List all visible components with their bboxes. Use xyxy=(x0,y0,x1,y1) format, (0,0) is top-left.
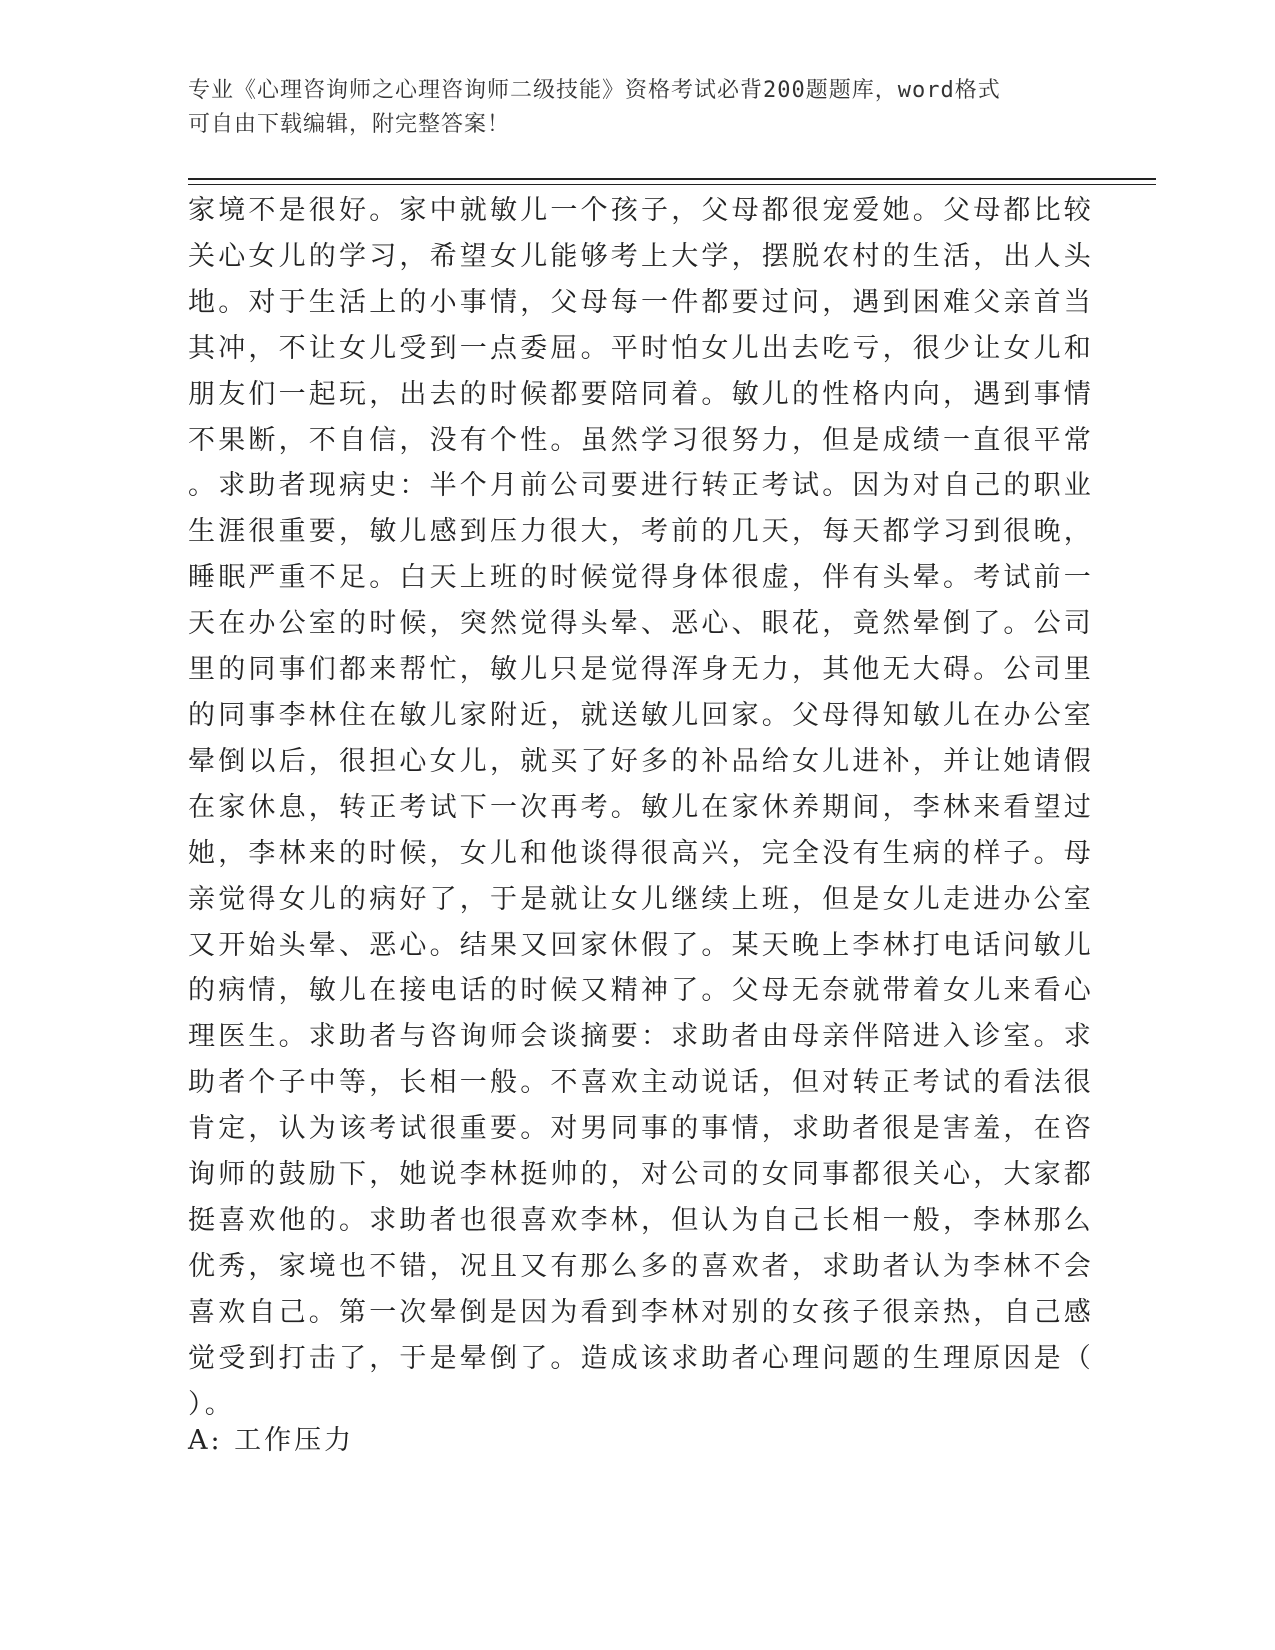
question-line: 助者个子中等，长相一般。不喜欢主动说话，但对转正考试的看法很 xyxy=(188,1067,1094,1099)
header-divider-thick xyxy=(188,178,1156,180)
header-line-2: 可自由下载编辑，附完整答案！ xyxy=(188,112,511,137)
question-line: 的病情，敏儿在接电话的时候又精神了。父母无奈就带着女儿来看心 xyxy=(188,975,1094,1007)
question-line: 理医生。求助者与咨询师会谈摘要：求助者由母亲伴陪进入诊室。求 xyxy=(188,1021,1094,1053)
header-line-1: 专业《心理咨询师之心理咨询师二级技能》资格考试必背200题题库，word格式 xyxy=(188,78,1001,103)
question-line: 天在办公室的时候，突然觉得头晕、恶心、眼花，竟然晕倒了。公司 xyxy=(188,608,1094,640)
question-line: 的同事李林住在敏儿家附近，就送敏儿回家。父母得知敏儿在办公室 xyxy=(188,699,1094,731)
question-line: 喜欢自己。第一次晕倒是因为看到李林对别的女孩子很亲热，自己感 xyxy=(188,1296,1094,1328)
answer-option-a: A: 工作压力 xyxy=(188,1425,355,1456)
question-line: 肯定，认为该考试很重要。对男同事的事情，求助者很是害羞，在咨 xyxy=(188,1113,1094,1145)
question-line: 。求助者现病史：半个月前公司要进行转正考试。因为对自己的职业 xyxy=(188,470,1094,502)
document-header xyxy=(188,74,1088,142)
question-line: 挺喜欢他的。求助者也很喜欢李林，但认为自己长相一般，李林那么 xyxy=(188,1204,1094,1236)
question-line: 晕倒以后，很担心女儿，就买了好多的补品给女儿进补，并让她请假 xyxy=(188,745,1094,777)
question-line: 里的同事们都来帮忙，敏儿只是觉得浑身无力，其他无大碍。公司里 xyxy=(188,654,1094,686)
question-line: 不果断，不自信，没有个性。虽然学习很努力，但是成绩一直很平常 xyxy=(188,424,1094,456)
question-line: 觉受到打击了，于是晕倒了。造成该求助者心理问题的生理原因是（ xyxy=(188,1342,1094,1374)
question-line: 关心女儿的学习，希望女儿能够考上大学，摆脱农村的生活，出人头 xyxy=(188,240,1094,272)
question-line: 其冲，不让女儿受到一点委屈。平时怕女儿出去吃亏，很少让女儿和 xyxy=(188,332,1094,364)
header-divider-thin xyxy=(188,184,1156,185)
question-line: 她，李林来的时候，女儿和他谈得很高兴，完全没有生病的样子。母 xyxy=(188,837,1094,869)
question-line: 朋友们一起玩，出去的时候都要陪同着。敏儿的性格内向，遇到事情 xyxy=(188,378,1094,410)
question-line: 询师的鼓励下，她说李林挺帅的，对公司的女同事都很关心，大家都 xyxy=(188,1159,1094,1191)
question-line: 地。对于生活上的小事情，父母每一件都要过问，遇到困难父亲首当 xyxy=(188,286,1094,318)
question-line: 生涯很重要，敏儿感到压力很大，考前的几天，每天都学习到很晚， xyxy=(188,516,1094,548)
question-line: 在家休息，转正考试下一次再考。敏儿在家休养期间，李林来看望过 xyxy=(188,791,1094,823)
question-line: 又开始头晕、恶心。结果又回家休假了。某天晚上李林打电话问敏儿 xyxy=(188,929,1094,961)
question-line: ）。 xyxy=(188,1388,235,1420)
question-line: 睡眠严重不足。白天上班的时候觉得身体很虚，伴有头晕。考试前一 xyxy=(188,562,1094,594)
question-line: 亲觉得女儿的病好了，于是就让女儿继续上班，但是女儿走进办公室 xyxy=(188,883,1094,915)
question-line: 优秀，家境也不错，况且又有那么多的喜欢者，求助者认为李林不会 xyxy=(188,1250,1094,1282)
question-line: 家境不是很好。家中就敏儿一个孩子，父母都很宠爱她。父母都比较 xyxy=(188,195,1094,226)
question-text xyxy=(188,188,1094,1427)
